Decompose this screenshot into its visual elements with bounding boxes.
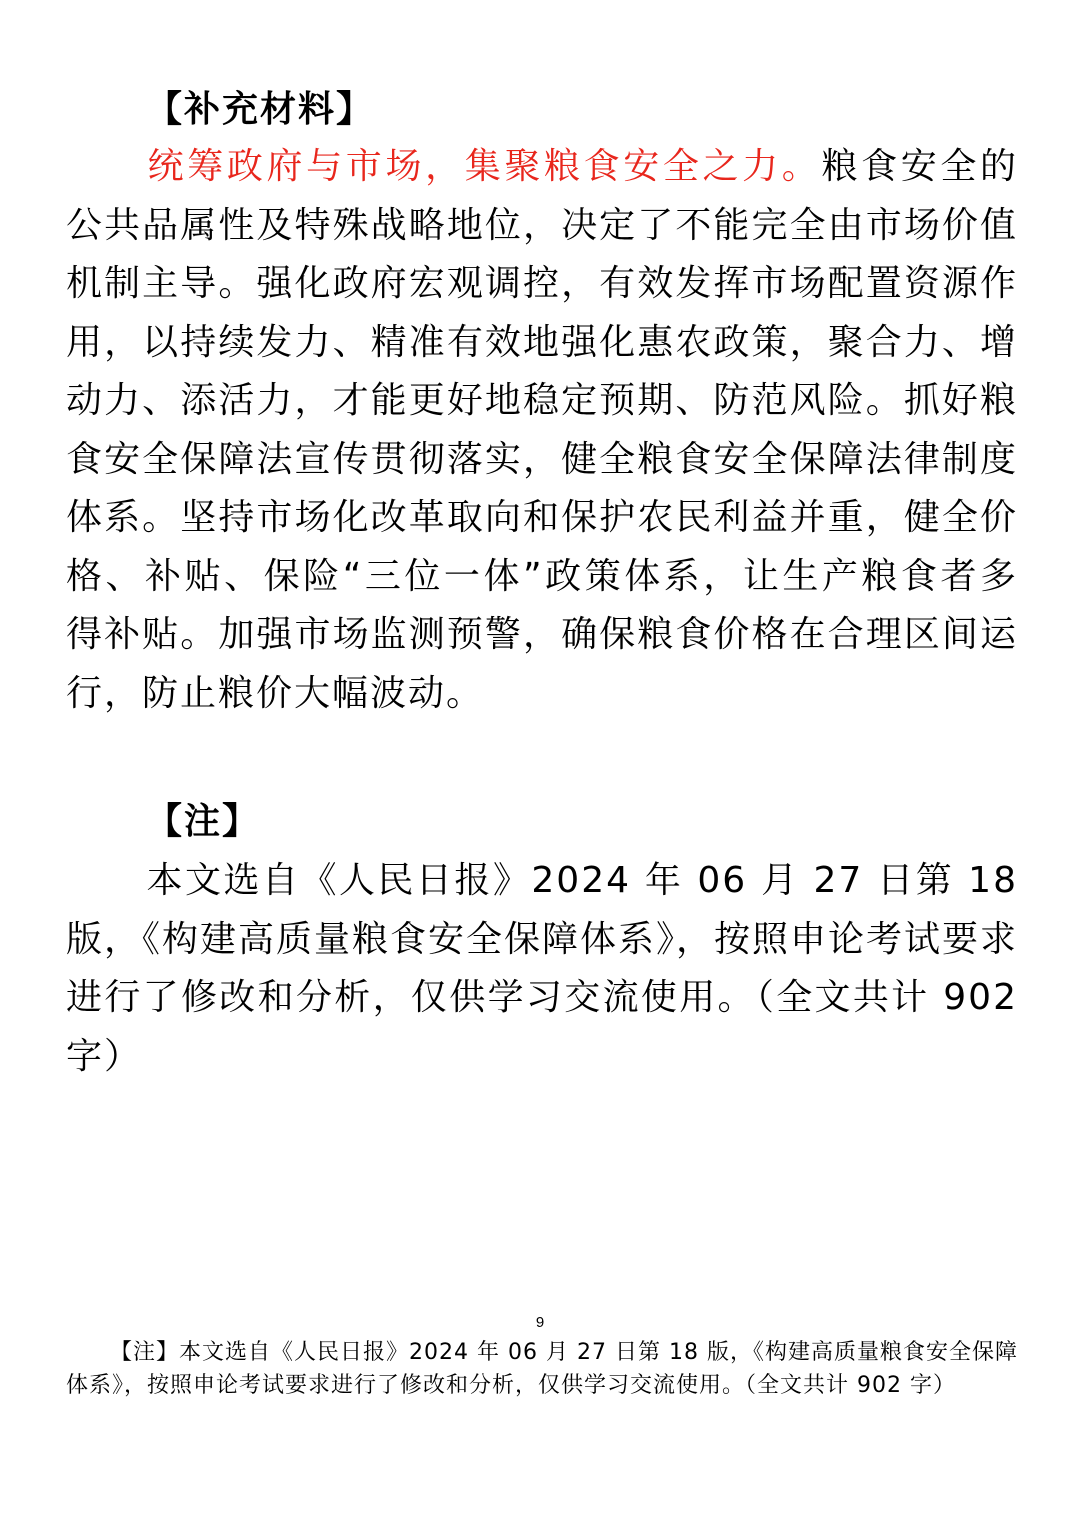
note-body-text: 本文选自《人民日报》2024 年 06 月 27 日第 18 版，《构建高质量粮食安全保障体系》，按照申论考试要求进行了修改和分析，仅供学习交流使用。（全文共计 902 字）: [66, 860, 1019, 1077]
supplement-body-text: 粮食安全的公共品属性及特殊战略地位，决定了不能完全由市场价值机制主导。强化政府宏观调控，有效发挥市场配置资源作用，以持续发力、精准有效地强化惠农政策，聚合力、增动力、添活力，才能更好地稳定预期、防范风险。抓好粮食安全保障法宣传贯彻落实，健全粮食安全保障法律制度体系。坚持市场化改革取向和保护农民利益并重，健全价格、补贴、保险“三位一体”政策体系，让生产粮食者多得补贴。加强市场监测预警，确保粮食价格在合理区间运行，防止粮价大幅波动。: [66, 146, 1018, 714]
footnote-text: 【注】本文选自《人民日报》2024 年 06 月 27 日第 18 版，《构建高质量粮食安全保障体系》，按照申论考试要求进行了修改和分析，仅供学习交流使用。（全文共计 902 字）: [66, 1340, 1018, 1398]
supplement-paragraph: [66, 138, 1018, 723]
page-number: 9: [535, 1314, 545, 1331]
supplement-highlight-sentence: 统筹政府与市场，集聚粮食安全之力。: [146, 146, 822, 187]
note-paragraph: [66, 852, 1018, 1086]
note-heading: 【注】: [146, 801, 261, 842]
supplement-heading: 【补充材料】: [146, 89, 375, 130]
footnote: [66, 1336, 1018, 1402]
